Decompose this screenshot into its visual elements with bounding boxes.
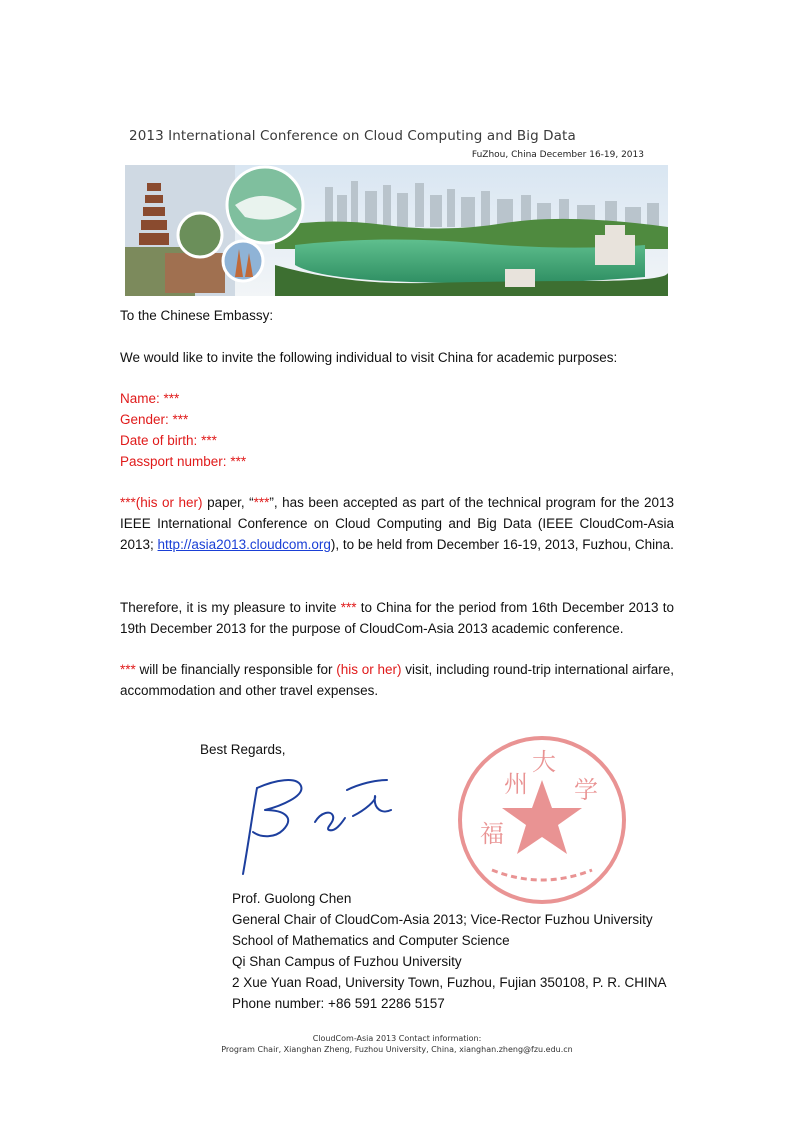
pronoun-placeholder-2: (his or her) [336, 662, 402, 677]
closing: Best Regards, [200, 742, 286, 757]
pronoun-placeholder: ***(his or her) [120, 495, 203, 510]
svg-text:福: 福 [480, 820, 504, 848]
svg-text:大: 大 [532, 748, 556, 776]
intro-paragraph: We would like to invite the following individual to visit China for academic purposes: [120, 350, 618, 365]
svg-text:学: 学 [574, 776, 598, 804]
field-gender: Gender: *** [120, 412, 189, 427]
svg-text:州: 州 [504, 770, 528, 798]
invitation-paragraph: Therefore, it is my pleasure to invite *** to China for the period from 16th December 2013 to 19th December 2013 for the purpose of CloudCom-Asia 2013 academic conference. [120, 600, 674, 636]
invitee-placeholder: *** [340, 600, 357, 615]
signer-phone: Phone number: +86 591 2286 5157 [232, 996, 445, 1011]
field-passport-number: Passport number: *** [120, 454, 247, 469]
financial-paragraph: *** will be financially responsible for (his or her) visit, including round-trip international airfare, accommodation and other travel expenses. [120, 662, 675, 698]
footer-line-1: CloudCom-Asia 2013 Contact information: [312, 1034, 482, 1043]
conference-website-link[interactable]: http://asia2013.cloudcom.org [157, 537, 331, 552]
salutation: To the Chinese Embassy: [120, 308, 274, 323]
banner-title: 2013 International Conference on Cloud Computing and Big Data [129, 128, 576, 144]
banner-photo-collage [125, 165, 668, 296]
acceptance-paragraph: ***(his or her) paper, “***”, has been accepted as part of the technical program for the 2013 IEEE International Conference on Cloud Computing and Big Data (IEEE CloudCom-Asia 2013; http://asia2013.cloudcom.org), to be held from December 16-19, 2013, Fuzhou, China. [120, 495, 675, 552]
paper-title-placeholder: *** [253, 495, 270, 510]
signer-campus: Qi Shan Campus of Fuzhou University [232, 954, 462, 969]
signer-block [232, 888, 667, 1014]
field-name: Name: *** [120, 391, 180, 406]
footer-line-2: Program Chair, Xianghan Zheng, Fuzhou University, China, xianghan.zheng@fzu.edu.cn [221, 1045, 573, 1054]
applicant-fields [120, 388, 674, 472]
handwritten-signature [235, 770, 395, 885]
signer-title: General Chair of CloudCom-Asia 2013; Vice-Rector Fuzhou University [232, 912, 653, 927]
conference-banner [125, 120, 668, 296]
signer-address: 2 Xue Yuan Road, University Town, Fuzhou, Fujian 350108, P. R. CHINA [232, 975, 667, 990]
responsible-placeholder: *** [120, 662, 136, 677]
signer-school: School of Mathematics and Computer Science [232, 933, 510, 948]
banner-subtitle: FuZhou, China December 16-19, 2013 [471, 150, 644, 160]
field-date-of-birth: Date of birth: *** [120, 433, 217, 448]
signer-name: Prof. Guolong Chen [232, 891, 352, 906]
footer-contact [0, 1033, 794, 1055]
